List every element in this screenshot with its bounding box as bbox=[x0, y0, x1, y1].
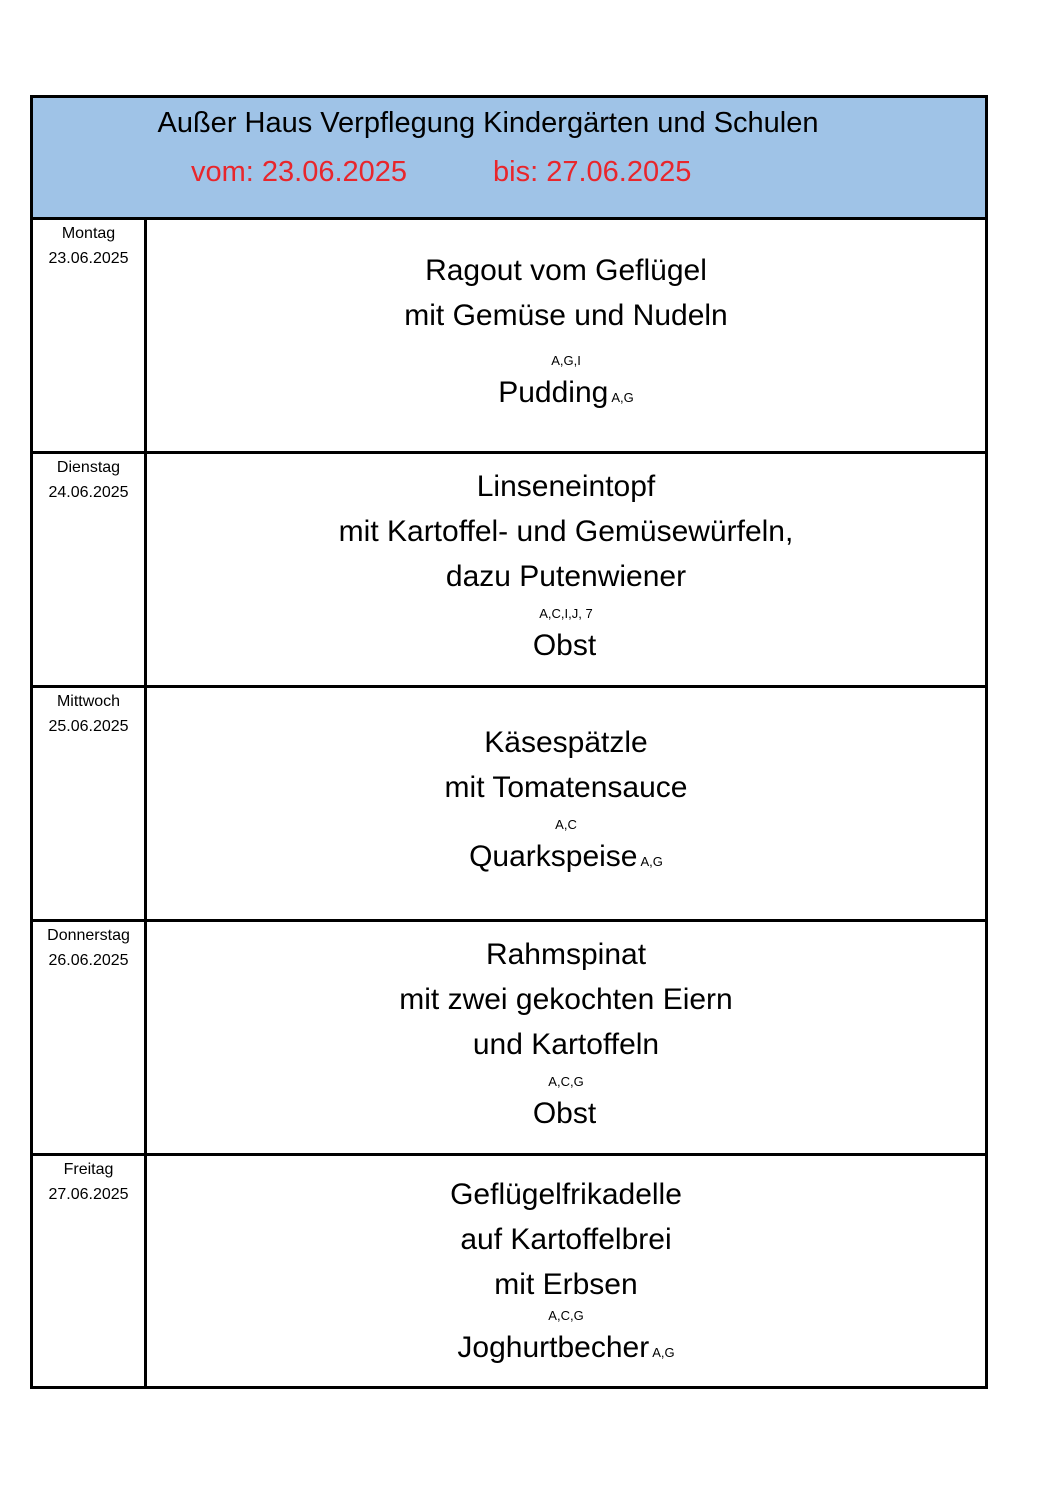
day-date: 24.06.2025 bbox=[48, 484, 129, 501]
dessert-name: Obst bbox=[532, 1097, 597, 1130]
date-to bbox=[493, 155, 691, 189]
meal-line: mit Kartoffel- und Gemüsewürfeln, bbox=[338, 515, 794, 548]
date-from bbox=[191, 155, 407, 189]
dessert bbox=[147, 1093, 985, 1140]
day-cell bbox=[33, 454, 147, 685]
meal-cell bbox=[147, 220, 985, 451]
day-cell bbox=[33, 922, 147, 1153]
date-to-value: 27.06.2025 bbox=[546, 156, 692, 188]
day-date: 26.06.2025 bbox=[48, 952, 129, 969]
meal-line: mit Tomatensauce bbox=[444, 771, 688, 804]
dessert-name: Obst bbox=[532, 629, 597, 662]
day-row-thursday bbox=[33, 922, 985, 1156]
dessert bbox=[147, 372, 985, 419]
meal-line: auf Kartoffelbrei bbox=[460, 1223, 672, 1256]
day-row-monday bbox=[33, 220, 985, 454]
day-date: 27.06.2025 bbox=[48, 1186, 129, 1203]
day-cell bbox=[33, 1156, 147, 1386]
menu-title: Außer Haus Verpflegung Kindergärten und Schulen bbox=[157, 107, 819, 139]
date-from-label: vom: bbox=[191, 156, 254, 188]
meal-line: Käsespätzle bbox=[484, 726, 648, 759]
dessert bbox=[147, 1327, 985, 1374]
date-from-value: 23.06.2025 bbox=[261, 156, 408, 188]
menu-header bbox=[33, 98, 985, 220]
day-cell bbox=[33, 220, 147, 451]
menu-table bbox=[30, 95, 988, 1389]
day-date: 25.06.2025 bbox=[48, 718, 129, 735]
allergen-codes: A,C bbox=[555, 817, 577, 832]
meal-cell bbox=[147, 688, 985, 919]
dessert-name: Joghurtbecher bbox=[457, 1331, 650, 1364]
dessert-allergen-codes: A,G bbox=[640, 854, 663, 869]
day-date: 23.06.2025 bbox=[48, 250, 129, 267]
day-name: Donnerstag bbox=[47, 927, 130, 944]
dessert-allergen-codes: A,G bbox=[611, 390, 634, 405]
meal-line: Rahmspinat bbox=[485, 938, 647, 971]
day-name: Montag bbox=[61, 225, 116, 242]
meal-line: dazu Putenwiener bbox=[445, 560, 687, 593]
day-name: Freitag bbox=[63, 1161, 114, 1178]
allergen-codes: A,C,I,J, 7 bbox=[539, 606, 593, 621]
meal-line: Ragout vom Geflügel bbox=[425, 254, 707, 287]
allergen-codes: A,C,G bbox=[548, 1308, 584, 1323]
meal-line: mit zwei gekochten Eiern bbox=[399, 983, 733, 1016]
dessert-name: Quarkspeise bbox=[469, 840, 638, 873]
meal-line: und Kartoffeln bbox=[472, 1028, 660, 1061]
meal-line: mit Erbsen bbox=[494, 1268, 638, 1301]
day-cell bbox=[33, 688, 147, 919]
meal-cell bbox=[147, 1156, 985, 1386]
day-row-friday bbox=[33, 1156, 985, 1386]
date-to-label: bis: bbox=[493, 156, 539, 188]
meal-line: Linseneintopf bbox=[476, 470, 656, 503]
dessert bbox=[147, 836, 985, 883]
day-name: Dienstag bbox=[56, 459, 121, 476]
day-row-wednesday bbox=[33, 688, 985, 922]
allergen-codes: A,C,G bbox=[548, 1074, 584, 1089]
day-name: Mittwoch bbox=[56, 693, 121, 710]
dessert bbox=[147, 625, 985, 672]
day-row-tuesday bbox=[33, 454, 985, 688]
meal-cell bbox=[147, 454, 985, 685]
meal-line: mit Gemüse und Nudeln bbox=[404, 299, 728, 332]
dessert-name: Pudding bbox=[498, 376, 609, 409]
meal-cell bbox=[147, 922, 985, 1153]
dessert-allergen-codes: A,G bbox=[652, 1345, 675, 1360]
allergen-codes: A,G,I bbox=[551, 353, 581, 368]
meal-line: Geflügelfrikadelle bbox=[450, 1178, 682, 1211]
